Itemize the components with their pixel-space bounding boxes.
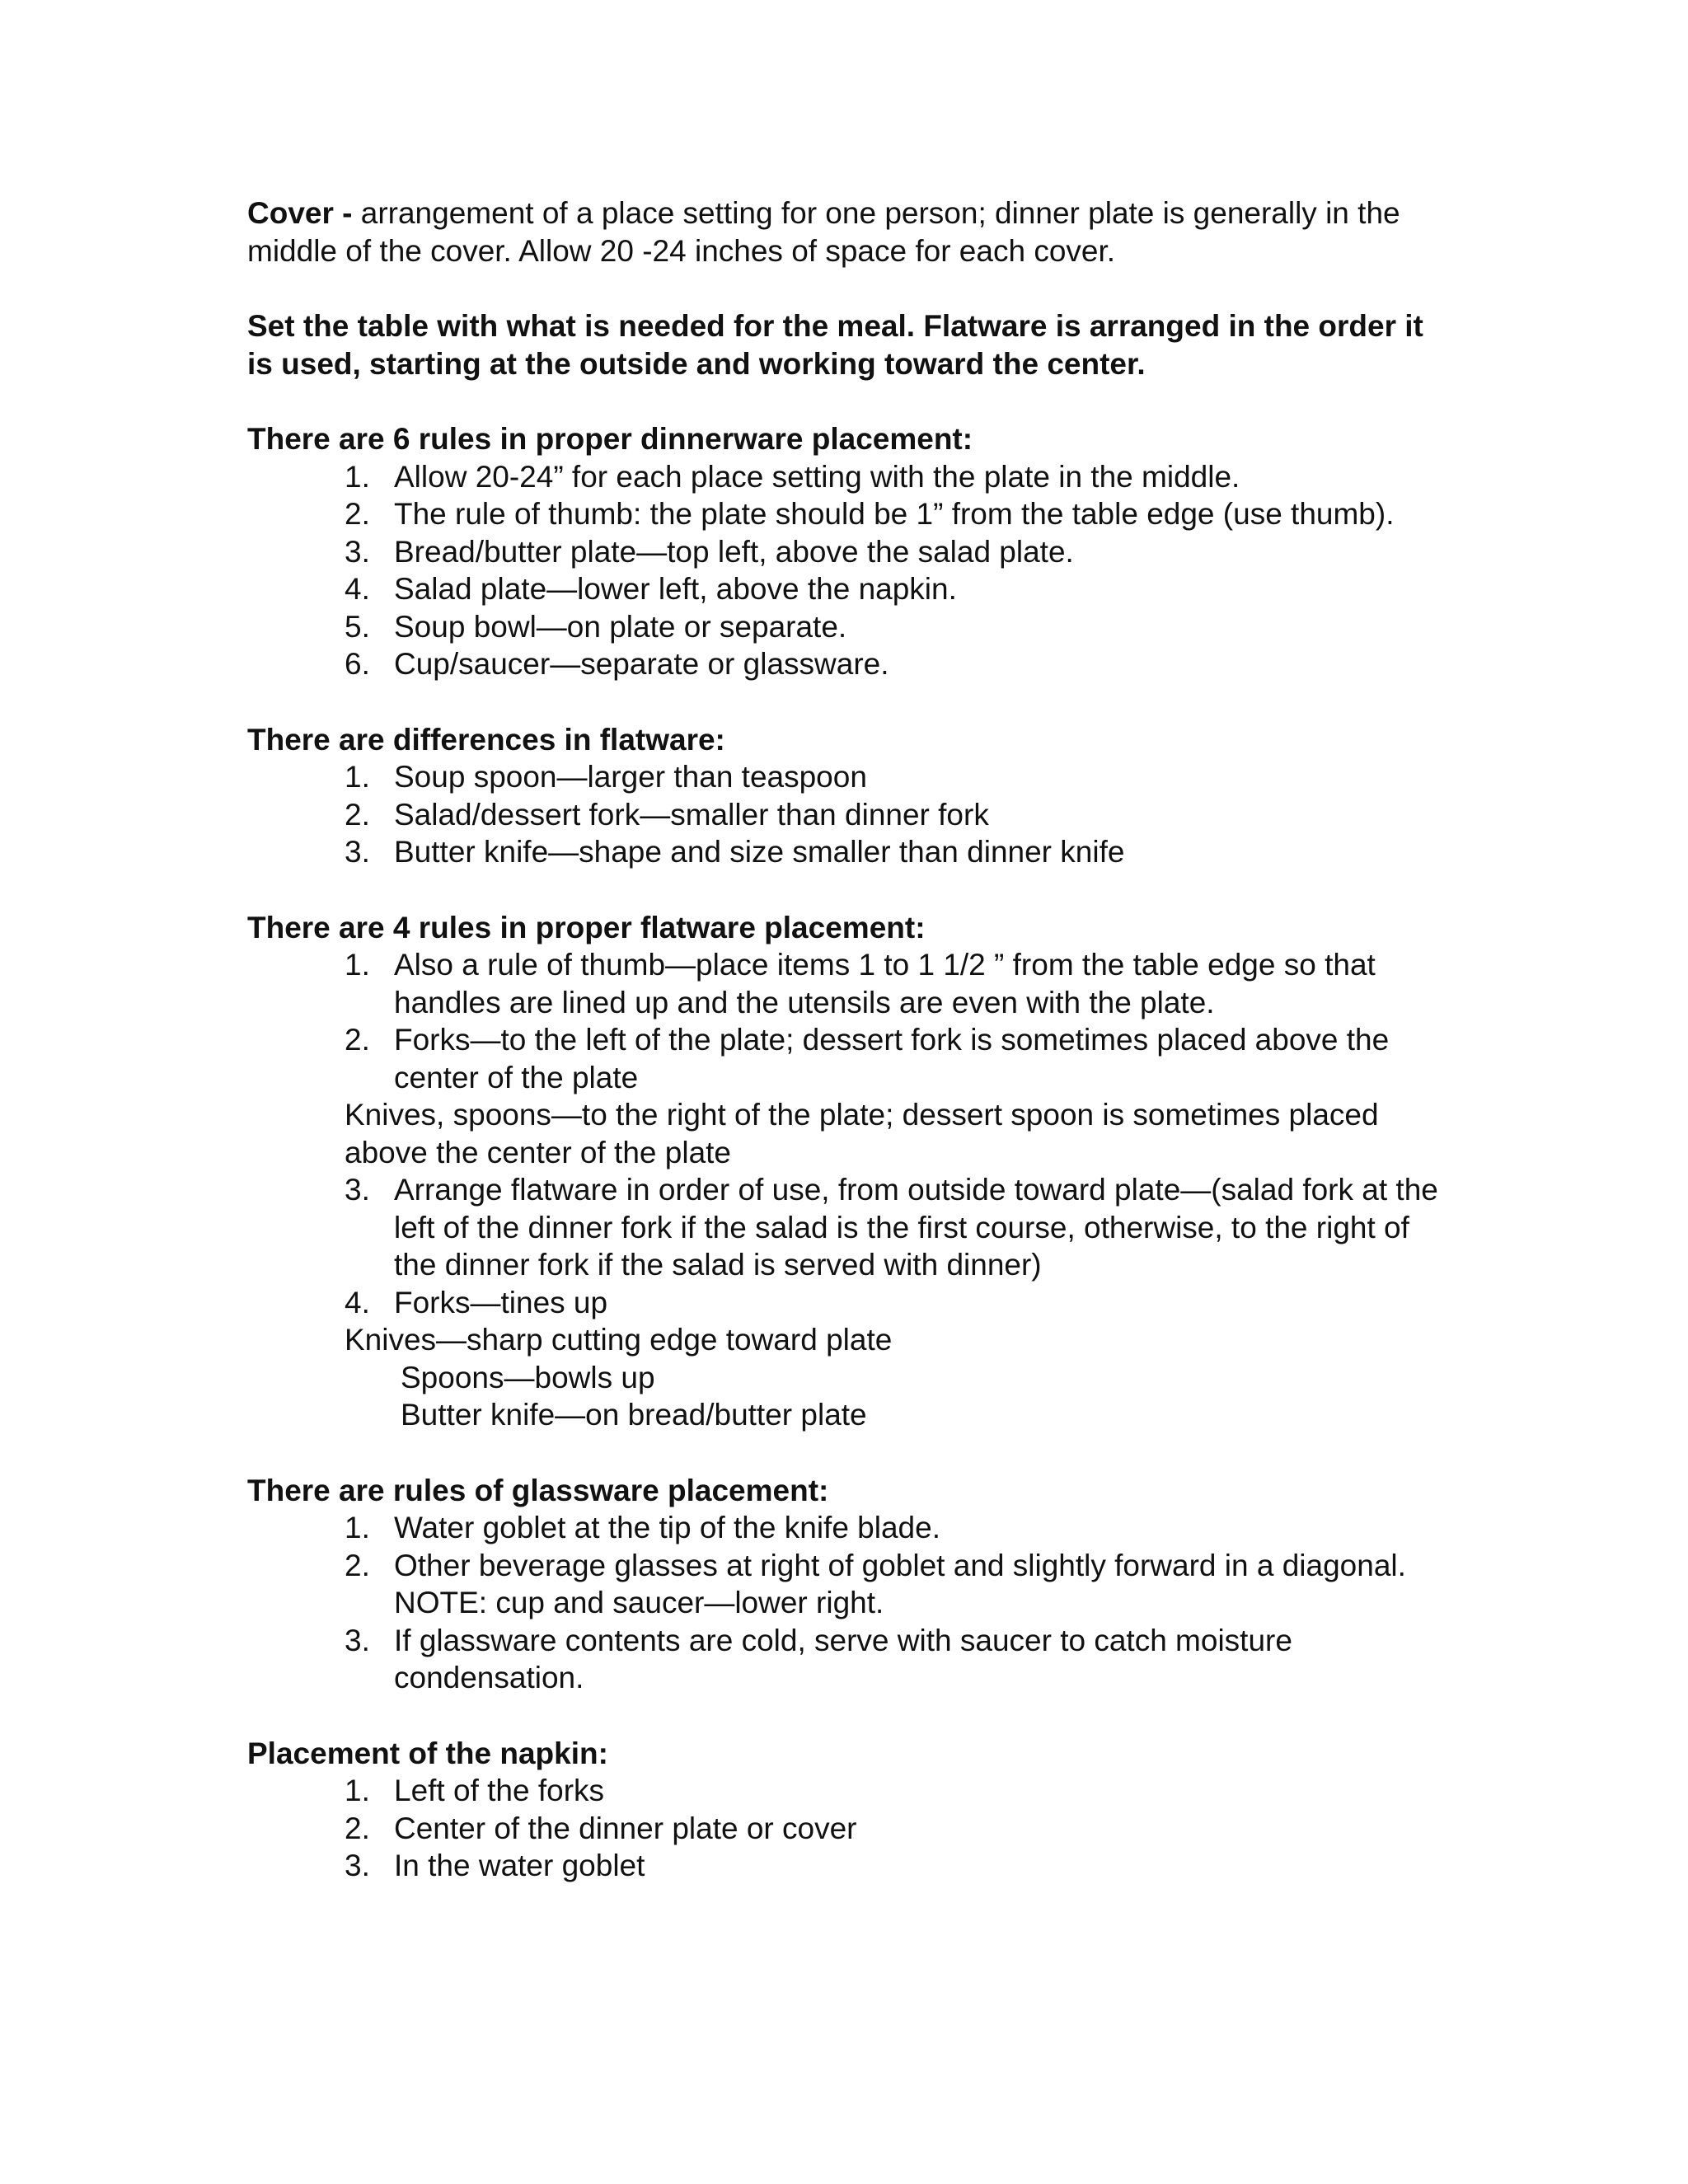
flatware-rules-list-cont (247, 1171, 1451, 1321)
list-item: 6. Cup/saucer—separate or glassware. (345, 647, 889, 681)
dinnerware-list (247, 458, 1451, 683)
cover-definition (247, 194, 1451, 269)
list-item: 1. Water goblet at the tip of the knife blade. (345, 1511, 940, 1544)
flatware-rules-heading: There are 4 rules in proper flatware placement: (247, 910, 926, 944)
list-item: 1. Soup spoon—larger than teaspoon (345, 760, 867, 794)
glassware-heading: There are rules of glassware placement: (247, 1473, 829, 1507)
napkin-heading: Placement of the napkin: (247, 1736, 608, 1770)
list-item: 2. Forks—to the left of the plate; dessert fork is sometimes placed above the center of the plate (345, 1023, 1390, 1094)
flatware-spoons-note: Spoons—bowls up (401, 1360, 655, 1394)
cover-term: Cover - (247, 196, 353, 230)
list-item: 1. Left of the forks (345, 1774, 605, 1807)
flatware-rules-list (247, 946, 1451, 1096)
flatware-knives-note: Knives—sharp cutting edge toward plate (345, 1323, 893, 1357)
list-item: 4. Forks—tines up (345, 1285, 608, 1319)
list-item: 3. In the water goblet (345, 1849, 645, 1882)
list-item: 3. Butter knife—shape and size smaller than dinner knife (345, 835, 1125, 869)
flatware-knives-spoons-note: Knives, spoons—to the right of the plate; dessert spoon is sometimes placed above the center of the plate (345, 1098, 1379, 1169)
napkin-list (247, 1772, 1451, 1885)
list-item: 2. Center of the dinner plate or cover (345, 1811, 857, 1845)
list-item: 5. Soup bowl—on plate or separate. (345, 609, 847, 644)
list-item: 4. Salad plate—lower left, above the napkin. (345, 572, 957, 606)
intro-paragraph: Set the table with what is needed for the meal. Flatware is arranged in the order it is used, starting at the outside and working toward the center. (247, 309, 1423, 381)
list-item: 2. Salad/dessert fork—smaller than dinner fork (345, 797, 989, 832)
list-item: 1. Also a rule of thumb—place items 1 to 1 1/2 ” from the table edge so that handles are lined up and the utensils are even with the plate. (345, 948, 1376, 1019)
flatware-diff-heading: There are differences in flatware: (247, 722, 725, 757)
list-item: 3. Bread/butter plate—top left, above the salad plate. (345, 534, 1074, 569)
flatware-butter-knife-note: Butter knife—on bread/butter plate (401, 1398, 867, 1432)
list-item: 3. If glassware contents are cold, serve with saucer to catch moisture condensation. (345, 1623, 1292, 1694)
list-item: 3. Arrange flatware in order of use, from outside toward plate—(salad fork at the left of the dinner fork if the salad is the first course, otherwise, to the right of the dinner fork if the salad is served with dinner) (345, 1173, 1438, 1282)
cover-definition-text: arrangement of a place setting for one person; dinner plate is generally in the middle of the cover. Allow 20 -24 inches of space for each cover. (247, 196, 1400, 268)
document-page (247, 194, 1451, 1885)
flatware-diff-list (247, 758, 1451, 871)
list-item: 2. The rule of thumb: the plate should be 1” from the table edge (use thumb). (345, 497, 1395, 531)
glassware-list (247, 1509, 1451, 1697)
list-item: 1. Allow 20-24” for each place setting with the plate in the middle. (345, 459, 1240, 494)
list-item: 2. Other beverage glasses at right of goblet and slightly forward in a diagonal. NOTE: cup and saucer—lower right. (345, 1548, 1406, 1619)
dinnerware-heading: There are 6 rules in proper dinnerware placement: (247, 422, 973, 456)
